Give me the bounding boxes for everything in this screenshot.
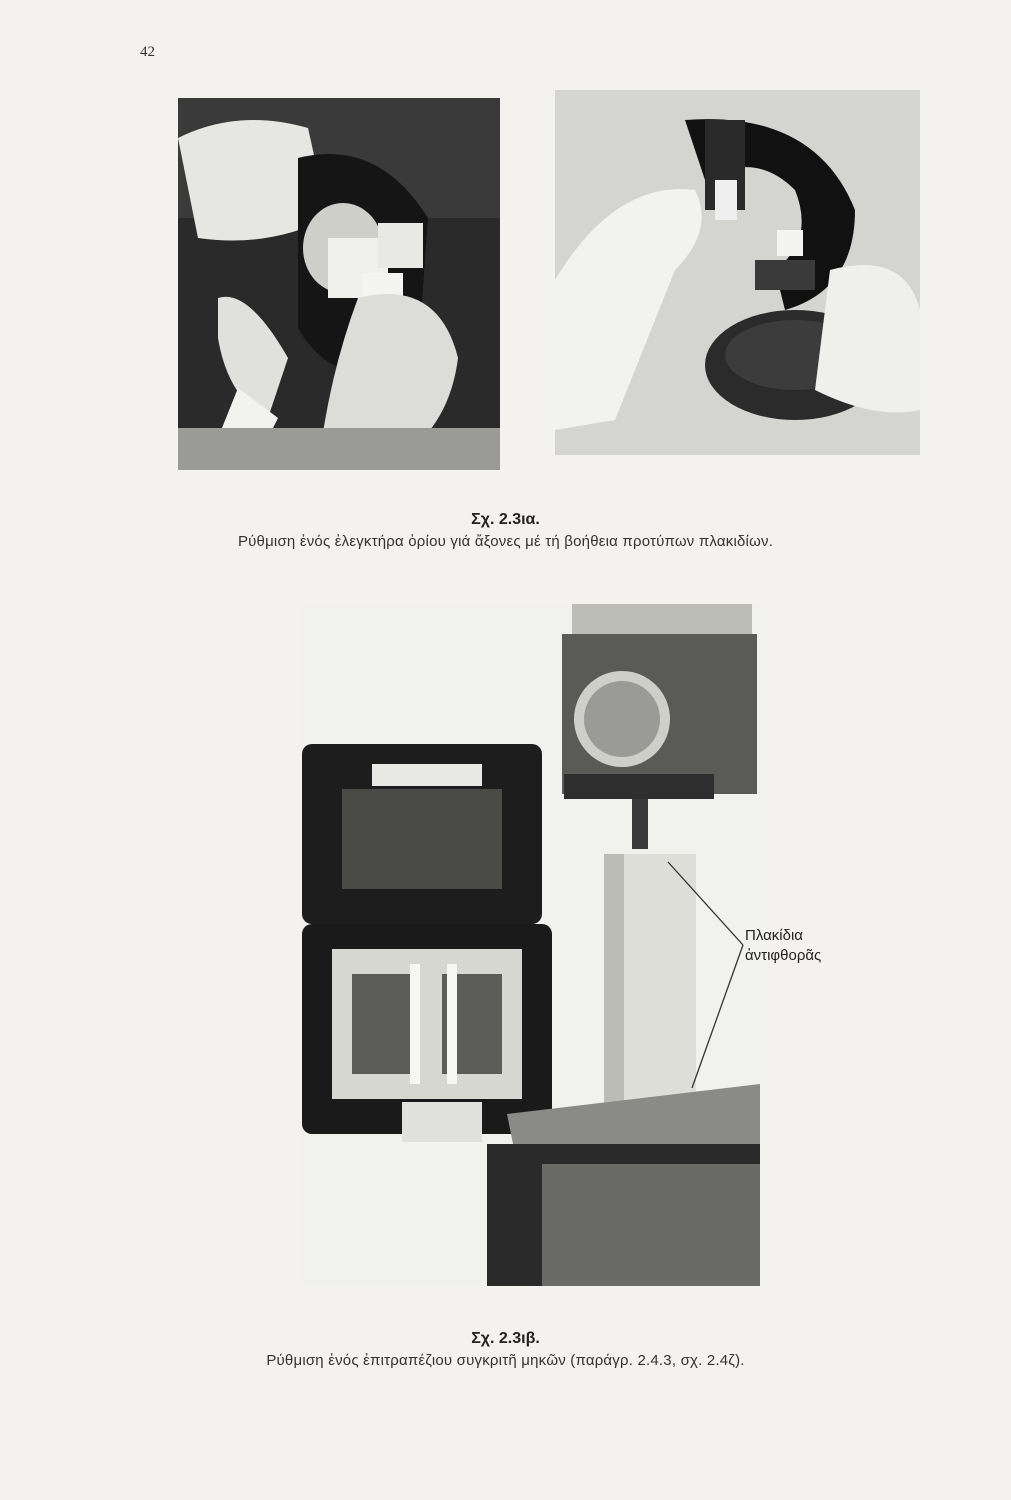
figure-b-caption bbox=[0, 1330, 1011, 1369]
figure-b-id: Σχ. 2.3ιβ. bbox=[471, 1330, 540, 1347]
photo-gauge-on-stand bbox=[555, 90, 920, 455]
annotation-line-2: ἀντιφθορᾶς bbox=[745, 947, 822, 964]
page-number: 42 bbox=[140, 44, 155, 60]
figure-a-id: Σχ. 2.3ια. bbox=[471, 511, 540, 528]
photo-bench-comparator bbox=[302, 604, 760, 1286]
annotation-line-1: Πλακίδια bbox=[745, 927, 803, 944]
figure-b-text: Ρύθμιση ἑνός ἐπιτραπέζιου συγκριτῆ μηκῶν (παράγρ. 2.4.3, σχ. 2.4ζ). bbox=[266, 1352, 745, 1369]
figure-a-text: Ρύθμιση ἑνός ἐλεγκτήρα ὁρίου γιά ἄξονες μέ τή βοήθεια προτύπων πλακιδίων. bbox=[237, 533, 774, 550]
annotation-wear-blocks bbox=[745, 926, 821, 966]
photo-caliper-gauge-blocks bbox=[178, 98, 500, 470]
figure-a-caption bbox=[0, 511, 1011, 550]
